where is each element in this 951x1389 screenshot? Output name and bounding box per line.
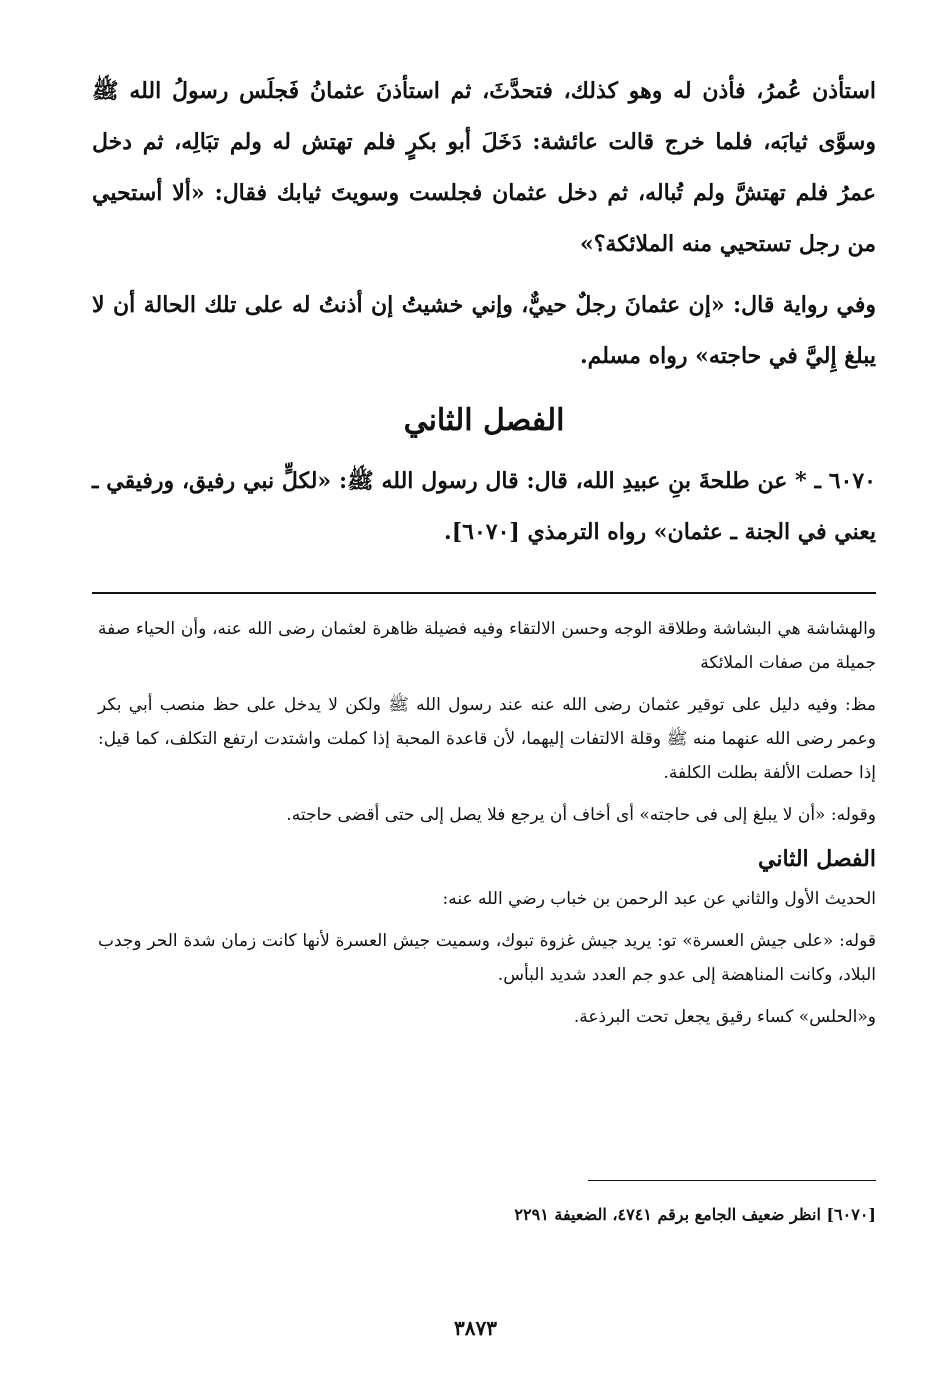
hadith-paragraph: وفي رواية قال: «إن عثمانَ رجلٌ حييٌّ، وإني خشيتُ إن أذنتُ له على تلك الحالة أن لا يبلغ إِليَّ في حاجته» رواه مسلم. — [92, 292, 876, 369]
hadith-paragraph: ٦٠٧٠ ـ * عن طلحةَ بنِ عبيدِ الله، قال: قال رسول الله ﷺ: «لكلٍّ نبي رفيق، ورفيقي ـ يعني في الجنة ـ عثمان» رواه الترمذي [٦٠٧٠]. — [92, 468, 876, 545]
commentary-paragraph: وقوله: «أن لا يبلغ إلى فى حاجته» أى أخاف أن يرجع فلا يصل إلى حتى أقضى حاجته. — [286, 805, 876, 825]
separator-line — [92, 592, 876, 594]
section-heading: الفصل الثاني — [403, 403, 565, 438]
footnote: [٦٠٧٠] انظر ضعيف الجامع برقم ٤٧٤١، الضعيفة ٢٢٩١ — [514, 1205, 876, 1224]
commentary-paragraph: قوله: «على جيش العسرة» تو: يريد جيش غزوة تبوك، وسميت جيش العسرة لأنها كانت زمان شدة الحر وجدب البلاد، وكانت المناهضة إلى عدو جم العدد شديد البأس. — [98, 931, 876, 985]
commentary-text — [98, 612, 876, 1042]
commentary-heading: الفصل الثاني — [758, 846, 876, 872]
commentary-paragraph: الحديث الأول والثاني عن عبد الرحمن بن خباب رضي الله عنه: — [442, 889, 876, 909]
hadith-text — [92, 66, 876, 568]
footnote-separator — [588, 1180, 876, 1181]
commentary-paragraph: والهشاشة هي البشاشة وطلاقة الوجه وحسن الالتقاء وفيه فضيلة ظاهرة لعثمان رضى الله عنه، وأن الحياء صفة جميلة من صفات الملائكة — [98, 619, 876, 673]
hadith-paragraph: استأذن عُمرُ، فأذن له وهو كذلك، فتحدَّثَ، ثم استأذنَ عثمانُ فَجلَس رسولُ الله ﷺ وسوَّى ثيابَه، فلما خرج قالت عائشة: دَخَلَ أبو بكرٍ فلم تهتش له ولم تبَالِه، ثم دخل عمرُ فلم تهتشَّ ولم تُباله، ثم دخل عثمان فجلست وسويتَ ثيابك فقال: «ألا أستحيي من رجل تستحيي منه الملائكة؟» — [92, 78, 876, 257]
commentary-paragraph: مظ: وفيه دليل على توقير عثمان رضى الله عنه عند رسول الله ﷺ ولكن لا يدخل على حظ منصب أبي بكر وعمر رضى الله عنهما منه ﷺ وقلة الالتفات إليهما، لأن قاعدة المحبة إذا كملت واشتدت ارتفع التكلف، كما قيل: إذا حصلت الألفة بطلت الكلفة. — [98, 695, 876, 783]
page-number: ٣٨٧٣ — [454, 1316, 497, 1340]
commentary-paragraph: و«الحلس» كساء رقيق يجعل تحت البرذعة. — [573, 1007, 876, 1027]
